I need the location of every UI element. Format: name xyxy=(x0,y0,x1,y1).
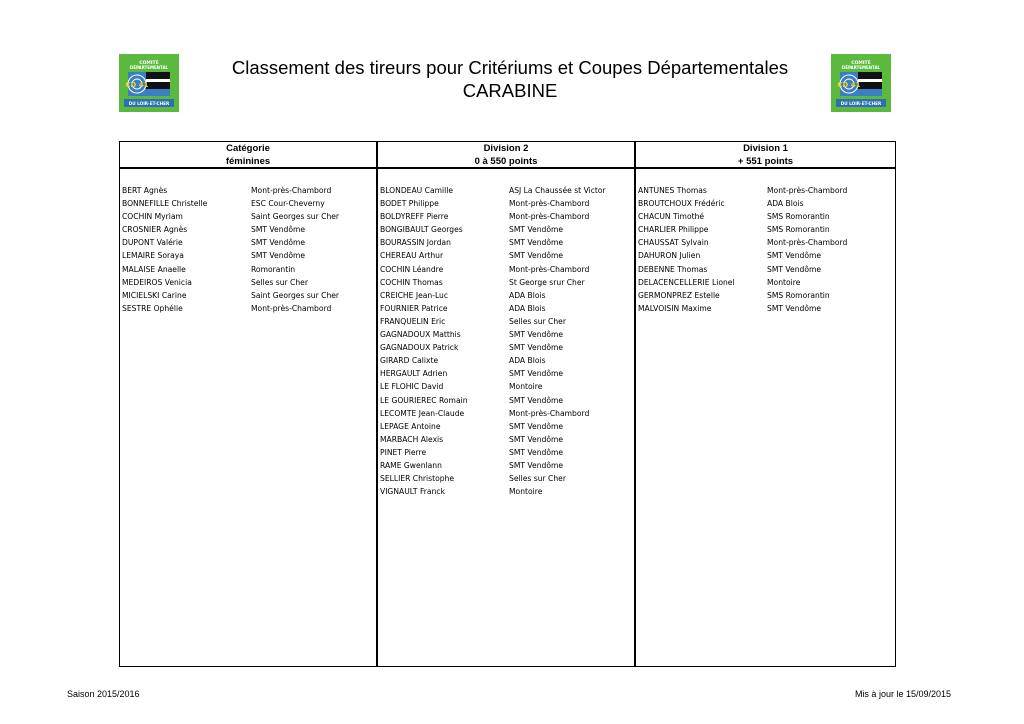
shooter-name: MEDEIROS Venicia xyxy=(122,277,192,287)
shooter-name: LECOMTE Jean-Claude xyxy=(380,408,465,418)
shooter-row xyxy=(378,236,634,249)
shooter-name: GERMONPREZ Estelle xyxy=(638,290,720,300)
shooter-name: BOLDYREFF Pierre xyxy=(380,212,449,222)
shooter-row xyxy=(120,236,376,249)
shooter-name: GIRARD Calixte xyxy=(380,356,439,366)
shooter-name: RAME Gwenlann xyxy=(380,460,442,470)
svg-text:CD 41: CD 41 xyxy=(125,81,149,89)
shooter-club: SMT Vendôme xyxy=(251,225,306,235)
shooter-club: SMT Vendôme xyxy=(509,421,564,431)
shooter-row xyxy=(378,315,634,328)
committee-logo-left xyxy=(119,54,179,112)
shooter-row xyxy=(636,276,895,289)
shooter-club: Romorantin xyxy=(251,264,296,274)
shooter-row xyxy=(378,407,634,420)
shooter-club: SMT Vendôme xyxy=(251,251,306,261)
shooter-club: Montoire xyxy=(767,277,801,287)
shooter-club: SMS Romorantin xyxy=(767,290,830,300)
shooter-club: Selles sur Cher xyxy=(509,316,566,326)
column-heading: Division 2 xyxy=(483,143,529,154)
shooter-row xyxy=(378,263,634,276)
shooter-name: MICIELSKI Carine xyxy=(122,290,187,300)
shooter-row xyxy=(378,394,634,407)
shooter-club: SMT Vendôme xyxy=(509,251,564,261)
shooter-name: CREICHE Jean-Luc xyxy=(380,290,449,300)
shooter-name: BOURASSIN Jordan xyxy=(380,238,451,248)
shooter-club: SMT Vendôme xyxy=(767,251,822,261)
column-division-2 xyxy=(378,142,636,666)
shooter-name: CHEREAU Arthur xyxy=(380,251,444,261)
season-label: Saison 2015/2016 xyxy=(67,689,140,699)
shooter-row xyxy=(378,184,634,197)
shooter-club: ADA Blois xyxy=(767,199,804,209)
shooter-row xyxy=(636,263,895,276)
shooter-club: Mont-près-Chambord xyxy=(251,303,332,313)
shooter-club: SMT Vendôme xyxy=(767,264,822,274)
shooter-row xyxy=(378,289,634,302)
shooter-name: BLONDEAU Camille xyxy=(380,186,453,195)
shooter-list xyxy=(120,169,376,315)
shooter-row xyxy=(378,472,634,485)
shooter-club: St George srur Cher xyxy=(509,277,585,287)
shooter-row xyxy=(120,197,376,210)
svg-text:COMITÉ: COMITÉ xyxy=(139,61,159,66)
shooter-row xyxy=(378,249,634,262)
shooter-row xyxy=(636,236,895,249)
shooter-name: HERGAULT Adrien xyxy=(380,369,448,379)
shooter-name: LEMAIRE Soraya xyxy=(122,251,184,261)
shooter-name: BROUTCHOUX Frédéric xyxy=(638,199,725,209)
column-heading: Division 1 xyxy=(743,143,788,154)
shooter-club: SMT Vendôme xyxy=(509,460,564,470)
shooter-name: DEBENNE Thomas xyxy=(638,264,708,274)
shooter-row xyxy=(378,328,634,341)
shooter-club: Montoire xyxy=(509,382,543,392)
shooter-row xyxy=(378,433,634,446)
shooter-name: CROSNIER Agnès xyxy=(122,225,188,235)
column-header xyxy=(120,142,376,169)
shooter-row xyxy=(378,341,634,354)
shooter-name: DELACENCELLERIE Lionel xyxy=(638,277,735,287)
shooter-club: ADA Blois xyxy=(509,290,546,300)
shooter-name: FOURNIER Patrice xyxy=(380,303,448,313)
shooter-club: SMT Vendôme xyxy=(251,238,306,248)
shooter-name: MALAISE Anaelle xyxy=(122,264,186,274)
title-line-1: Classement des tireurs pour Critériums et Coupes Départementales xyxy=(231,57,789,78)
shooter-name: FRANQUELIN Eric xyxy=(380,316,446,326)
committee-logo-icon xyxy=(834,57,888,109)
shooter-name: GAGNADOUX Matthis xyxy=(380,330,461,340)
shooter-name: VIGNAULT Franck xyxy=(380,487,445,497)
shooter-row xyxy=(120,276,376,289)
shooter-club: Saint Georges sur Cher xyxy=(251,290,340,300)
shooter-row xyxy=(636,302,895,315)
shooter-row xyxy=(378,420,634,433)
shooter-row xyxy=(378,197,634,210)
shooter-club: SMS Romorantin xyxy=(767,212,830,222)
committee-logo-icon xyxy=(122,57,176,109)
shooter-row xyxy=(378,223,634,236)
shooter-row xyxy=(636,289,895,302)
shooter-name: ANTUNES Thomas xyxy=(638,186,707,195)
title-line-2: CARABINE xyxy=(462,80,558,101)
column-header xyxy=(378,142,634,169)
shooter-row xyxy=(378,459,634,472)
column-division-1 xyxy=(636,142,895,666)
shooter-name: LE GOURIEREC Romain xyxy=(380,395,468,405)
svg-text:DU LOIR-ET-CHER: DU LOIR-ET-CHER xyxy=(128,101,170,106)
shooter-name: CHARLIER Philippe xyxy=(638,225,709,235)
shooter-row xyxy=(378,354,634,367)
shooter-club: SMT Vendôme xyxy=(509,330,564,340)
shooter-club: SMT Vendôme xyxy=(509,225,564,235)
shooter-club: Montoire xyxy=(509,487,543,497)
shooter-club: SMT Vendôme xyxy=(509,238,564,248)
shooter-name: DUPONT Valérie xyxy=(122,238,183,248)
shooter-row xyxy=(636,210,895,223)
svg-text:DÉPARTEMENTAL: DÉPARTEMENTAL xyxy=(841,65,881,70)
column-subheading: féminines xyxy=(225,155,271,167)
column-feminines xyxy=(120,142,378,666)
shooter-name: COCHIN Myriam xyxy=(122,212,183,222)
shooter-row xyxy=(378,302,634,315)
shooter-club: SMT Vendôme xyxy=(509,395,564,405)
shooter-club: SMT Vendôme xyxy=(509,434,564,444)
shooter-name: CHACUN Timothé xyxy=(638,212,705,222)
shooter-name: SESTRE Ophélie xyxy=(122,303,183,313)
document-title xyxy=(200,56,820,102)
svg-text:DU LOIR-ET-CHER: DU LOIR-ET-CHER xyxy=(840,101,882,106)
shooter-list xyxy=(636,169,895,315)
svg-text:DÉPARTEMENTAL: DÉPARTEMENTAL xyxy=(129,65,169,70)
shooter-name: CHAUSSAT Sylvain xyxy=(638,238,709,248)
shooter-name: BODET Philippe xyxy=(380,199,439,209)
shooter-row xyxy=(636,184,895,197)
shooter-club: Mont-près-Chambord xyxy=(767,186,848,195)
column-heading: Catégorie xyxy=(226,143,270,154)
shooter-club: Mont-près-Chambord xyxy=(251,186,332,195)
column-subheading: 0 à 550 points xyxy=(474,155,538,167)
shooter-name: COCHIN Thomas xyxy=(380,277,443,287)
shooter-club: ASJ La Chaussée st Victor xyxy=(509,186,606,195)
shooter-row xyxy=(636,249,895,262)
shooter-name: MALVOISIN Maxime xyxy=(638,303,712,313)
shooter-club: Selles sur Cher xyxy=(509,474,566,484)
shooter-club: SMT Vendôme xyxy=(509,369,564,379)
shooter-name: SELLIER Christophe xyxy=(380,474,455,484)
shooter-club: Mont-près-Chambord xyxy=(509,264,590,274)
shooter-club: SMS Romorantin xyxy=(767,225,830,235)
shooter-club: ADA Blois xyxy=(509,356,546,366)
shooter-row xyxy=(378,210,634,223)
shooter-club: ADA Blois xyxy=(509,303,546,313)
shooter-club: SMT Vendôme xyxy=(509,447,564,457)
shooter-row xyxy=(378,485,634,498)
shooter-row xyxy=(120,263,376,276)
shooter-name: BONGIBAULT Georges xyxy=(380,225,463,235)
shooter-club: Saint Georges sur Cher xyxy=(251,212,340,222)
shooter-row xyxy=(120,210,376,223)
shooter-club: Selles sur Cher xyxy=(251,277,308,287)
shooter-row xyxy=(636,197,895,210)
shooter-name: BERT Agnès xyxy=(122,186,168,195)
shooter-row xyxy=(378,380,634,393)
shooter-club: Mont-près-Chambord xyxy=(509,199,590,209)
committee-logo-right xyxy=(831,54,891,112)
shooter-name: LEPAGE Antoine xyxy=(380,421,441,431)
shooter-row xyxy=(120,223,376,236)
shooter-club: Mont-près-Chambord xyxy=(767,238,848,248)
column-subheading: + 551 points xyxy=(737,155,794,167)
svg-text:COMITÉ: COMITÉ xyxy=(851,61,871,66)
shooter-club: SMT Vendôme xyxy=(767,303,822,313)
ranking-table xyxy=(119,141,896,667)
shooter-row xyxy=(378,276,634,289)
shooter-row xyxy=(378,367,634,380)
shooter-name: LE FLOHIC David xyxy=(380,382,444,392)
shooter-club: Mont-près-Chambord xyxy=(509,212,590,222)
shooter-list xyxy=(378,169,634,498)
shooter-club: Mont-près-Chambord xyxy=(509,408,590,418)
shooter-row xyxy=(378,446,634,459)
shooter-row xyxy=(120,289,376,302)
shooter-row xyxy=(120,249,376,262)
shooter-club: ESC Cour-Cheverny xyxy=(251,199,325,209)
shooter-name: COCHIN Léandre xyxy=(380,264,444,274)
column-header xyxy=(636,142,895,169)
shooter-name: PINET Pierre xyxy=(380,447,427,457)
shooter-name: BONNEFILLE Christelle xyxy=(122,199,208,209)
shooter-club: SMT Vendôme xyxy=(509,343,564,353)
shooter-name: GAGNADOUX Patrick xyxy=(380,343,459,353)
shooter-name: DAHURON Julien xyxy=(638,251,701,261)
shooter-row xyxy=(120,184,376,197)
shooter-name: MARBACH Alexis xyxy=(380,434,444,444)
shooter-row xyxy=(120,302,376,315)
svg-text:CD 41: CD 41 xyxy=(837,81,861,89)
last-updated-label: Mis à jour le 15/09/2015 xyxy=(854,689,951,699)
shooter-row xyxy=(636,223,895,236)
